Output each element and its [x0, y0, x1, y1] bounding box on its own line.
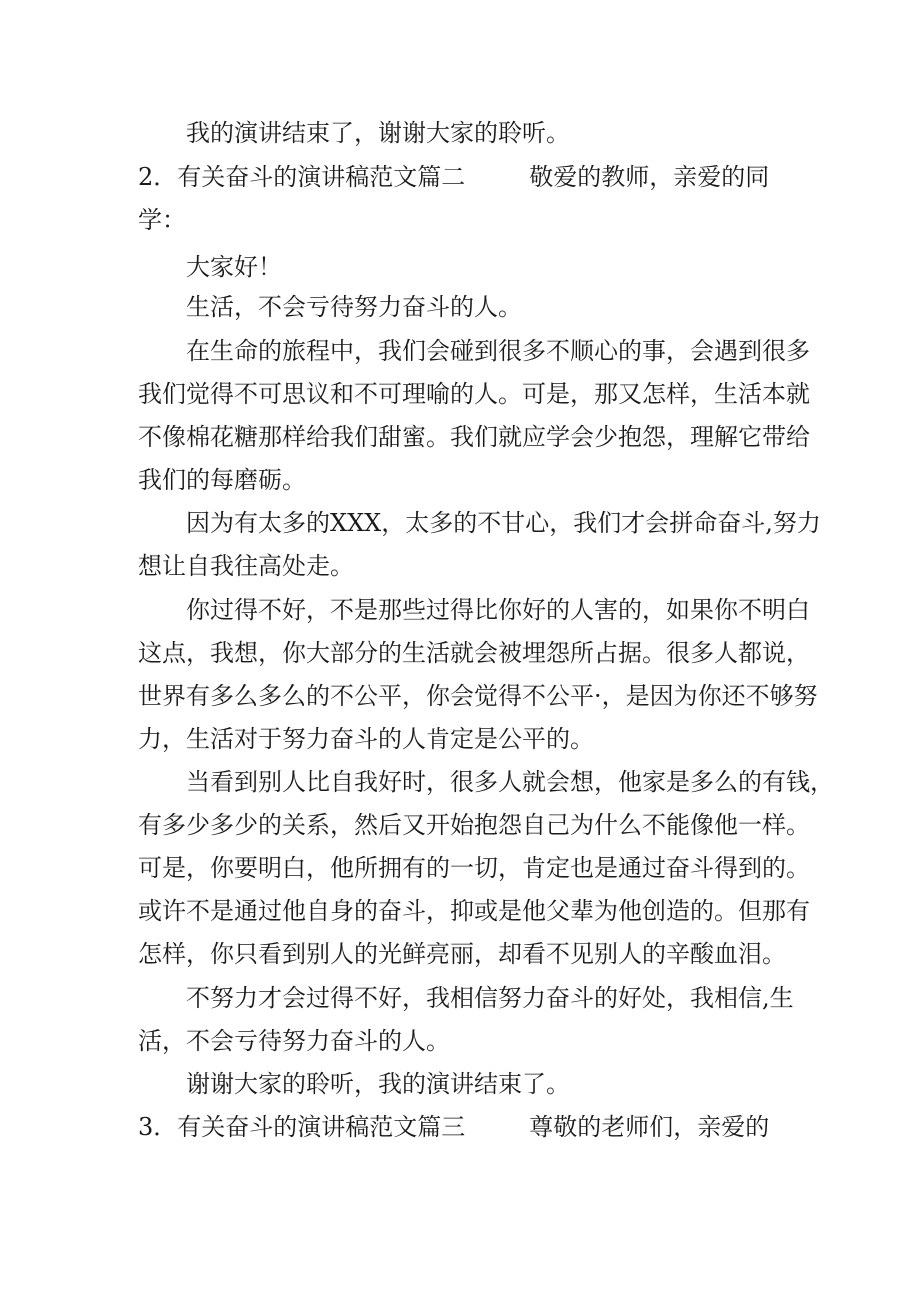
paragraph-2-line-1: 在生命的旅程中，我们会碰到很多不顺心的事，会遇到很多 [186, 337, 810, 365]
paragraph-4-line-1: 你过得不好，不是那些过得比你好的人害的，如果你不明白 [186, 596, 810, 624]
paragraph-7: 谢谢大家的聆听，我的演讲结束了。 [186, 1070, 570, 1098]
paragraph-5-line-1: 当看到别人比自我好时，很多人就会想，他家是多么的有钱， [186, 768, 834, 796]
paragraph-1: 生活，不会亏待努力奋斗的人。 [186, 293, 522, 321]
paragraph-4-line-2: 这点，我想，你大部分的生活就会被埋怨所占据。很多人都说， [138, 639, 810, 667]
paragraph-2-line-3: 不像棉花糖那样给我们甜蜜。我们就应学会少抱怨，理解它带给 [138, 423, 810, 451]
paragraph-5-line-5: 怎样，你只看到别人的光鲜亮丽，却看不见别人的辛酸血泪。 [138, 940, 786, 968]
section-2-salutation: 敬爱的教师，亲爱的同 [529, 163, 770, 191]
paragraph-6-line-1: 不努力才会过得不好，我相信努力奋斗的好处，我相信,生 [186, 984, 794, 1012]
section-3-salutation: 尊敬的老师们，亲爱的 [529, 1113, 770, 1141]
section-3-heading: 3．有关奋斗的演讲稿范文篇三 [138, 1113, 466, 1141]
paragraph-6-line-2: 活，不会亏待努力奋斗的人。 [138, 1027, 450, 1055]
closing-line: 我的演讲结束了，谢谢大家的聆听。 [186, 119, 570, 147]
paragraph-5-line-3: 可是，你要明白，他所拥有的一切，肯定也是通过奋斗得到的。 [138, 854, 810, 882]
section-2-salutation-cont: 学： [138, 206, 186, 234]
paragraph-3-line-2: 想让自我往高处走。 [138, 552, 354, 580]
paragraph-2-line-4: 我们的每磨砺。 [138, 466, 306, 494]
paragraph-4-line-3: 世界有多么多么的不公平，你会觉得不公平·，是因为你还不够努 [138, 682, 818, 710]
greeting: 大家好！ [186, 253, 282, 281]
section-2-heading: 2．有关奋斗的演讲稿范文篇二 [138, 163, 466, 191]
paragraph-5-line-4: 或许不是通过他自身的奋斗，抑或是他父辈为他创造的。但那有 [138, 897, 810, 925]
paragraph-5-line-2: 有多少多少的关系，然后又开始抱怨自己为什么不能像他一样。 [138, 811, 810, 839]
paragraph-3-line-1: 因为有太多的XXX，太多的不甘心，我们才会拼命奋斗,努力 [186, 509, 821, 537]
section-2-heading-line [138, 160, 769, 194]
paragraph-4-line-4: 力，生活对于努力奋斗的人肯定是公平的。 [138, 725, 594, 753]
paragraph-2-line-2: 我们觉得不可思议和不可理喻的人。可是，那又怎样，生活本就 [138, 380, 810, 408]
section-3-heading-line [138, 1110, 769, 1144]
